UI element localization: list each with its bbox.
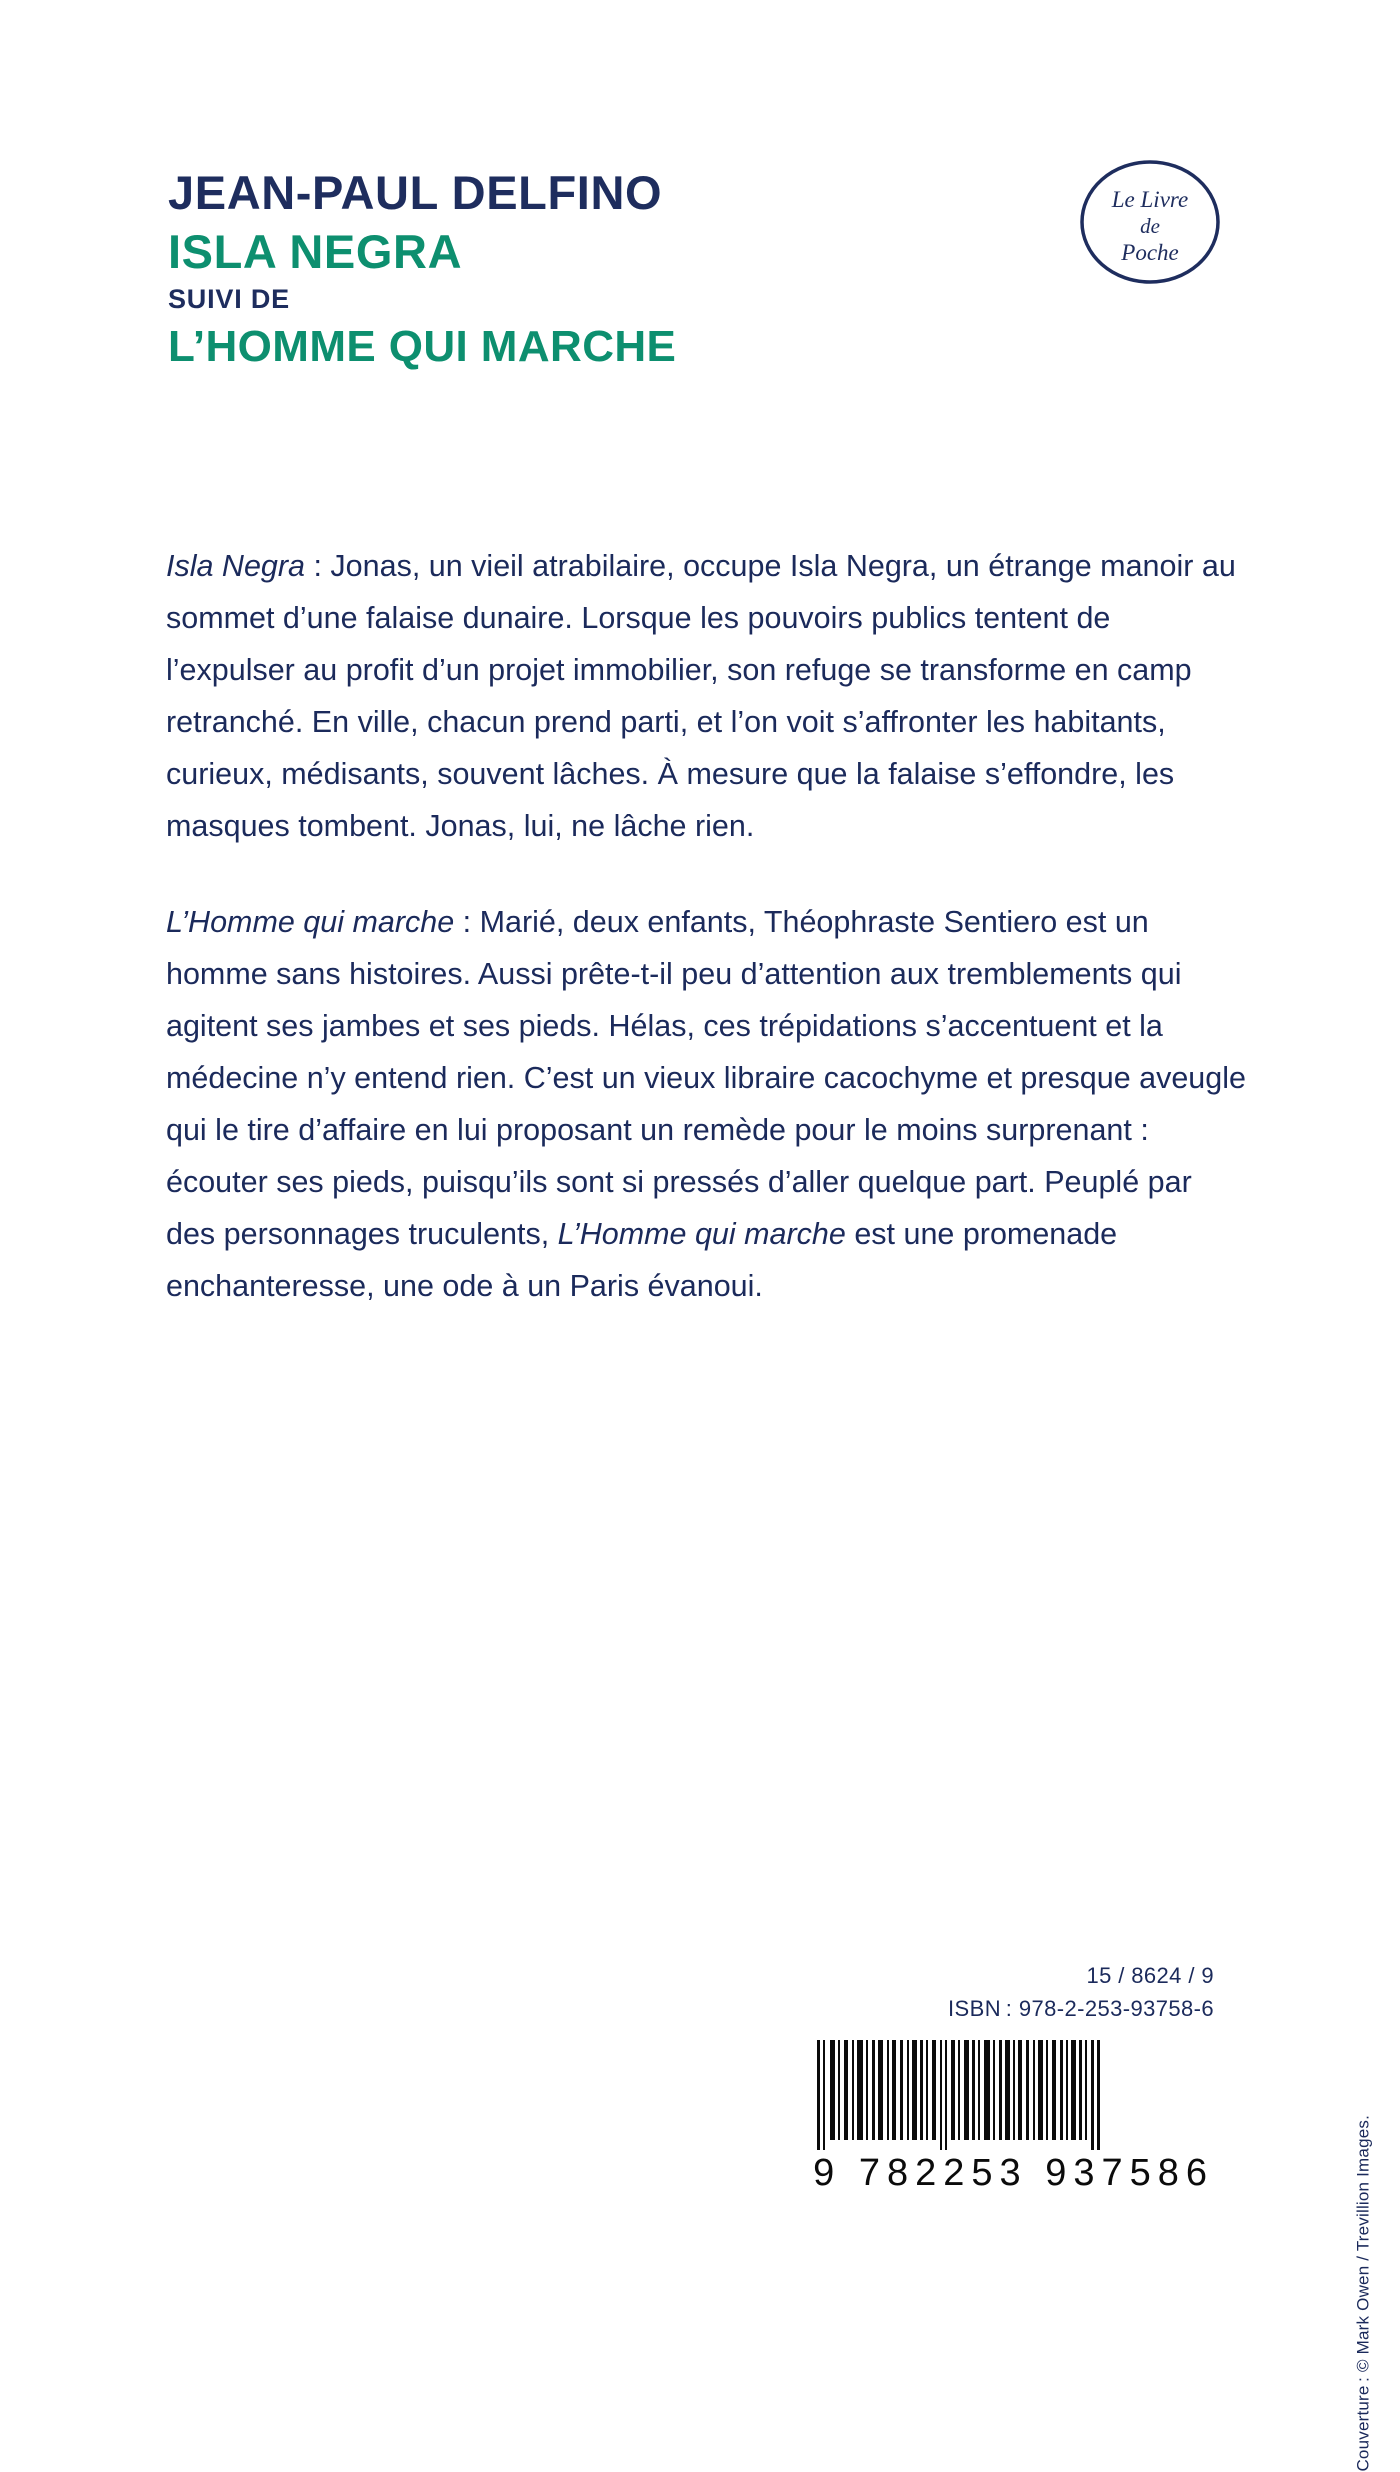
publisher-logo-icon (1078, 150, 1222, 294)
barcode-digits: 9 782253 937586 (813, 2152, 1214, 2194)
footer-block (813, 1963, 1214, 2195)
barcode (813, 2036, 1214, 2195)
followed-by-label: SUIVI DE (168, 283, 290, 314)
blurb-italic-lead-2: L’Homme qui marche (166, 905, 455, 939)
blurb-paragraph-isla-negra (166, 540, 1246, 852)
title-block (168, 168, 1068, 371)
blurb-italic-mid-2: L’Homme qui marche (557, 1217, 846, 1251)
book-title-secondary: L’HOMME QUI MARCHE (168, 322, 677, 372)
book-title-primary: ISLA NEGRA (168, 225, 463, 279)
blurb-text-1: : Jonas, un vieil atrabilaire, occupe Isla Negra, un étrange manoir au sommet d’une falaise dunaire. Lorsque les pouvoirs publics tentent de l’expulser au profit d’un projet immobilier, son refuge se transforme en camp retranché. En ville, chacun prend parti, et l’on voit s’affronter les habitants, curieux, médisants, souvent lâches. À mesure que la falaise s’effondre, les masques tombent. Jonas, lui, ne lâche rien. (166, 549, 1236, 843)
svg-text:Le Livre: Le Livre (1111, 187, 1189, 212)
barcode-bars-icon (813, 2036, 1105, 2154)
isbn-code: ISBN : 978-2-253-93758-6 (948, 1996, 1214, 2021)
blurb-block (166, 540, 1246, 1312)
blurb-text-2a: : Marié, deux enfants, Théophraste Sentiero est un homme sans histoires. Aussi prête-t-il peu d’attention aux tremblements qui agitent ses jambes et ses pieds. Hélas, ces trépidations s’accentuent et la médecine n’y entend rien. C’est un vieux libraire cacochyme et presque aveugle qui le tire d’affaire en lui proposant un remède pour le moins surprenant : écouter ses pieds, puisqu’ils sont si pressés d’aller quelque part. Peuplé par des personnages truculents, (166, 905, 1246, 1251)
reference-code: 15 / 8624 / 9 (1086, 1963, 1214, 1988)
svg-text:Poche: Poche (1121, 240, 1179, 265)
author-name: JEAN-PAUL DELFINO (168, 166, 663, 219)
blurb-italic-lead-1: Isla Negra (166, 549, 306, 583)
cover-credit: Couverture : © Mark Owen / Trevillion Images. (1354, 2115, 1373, 2472)
svg-text:de: de (1140, 214, 1160, 238)
blurb-text-2b: est une promenade enchanteresse, une ode à un Paris évanoui. (166, 1217, 1118, 1303)
blurb-paragraph-homme-qui-marche (166, 896, 1246, 1312)
